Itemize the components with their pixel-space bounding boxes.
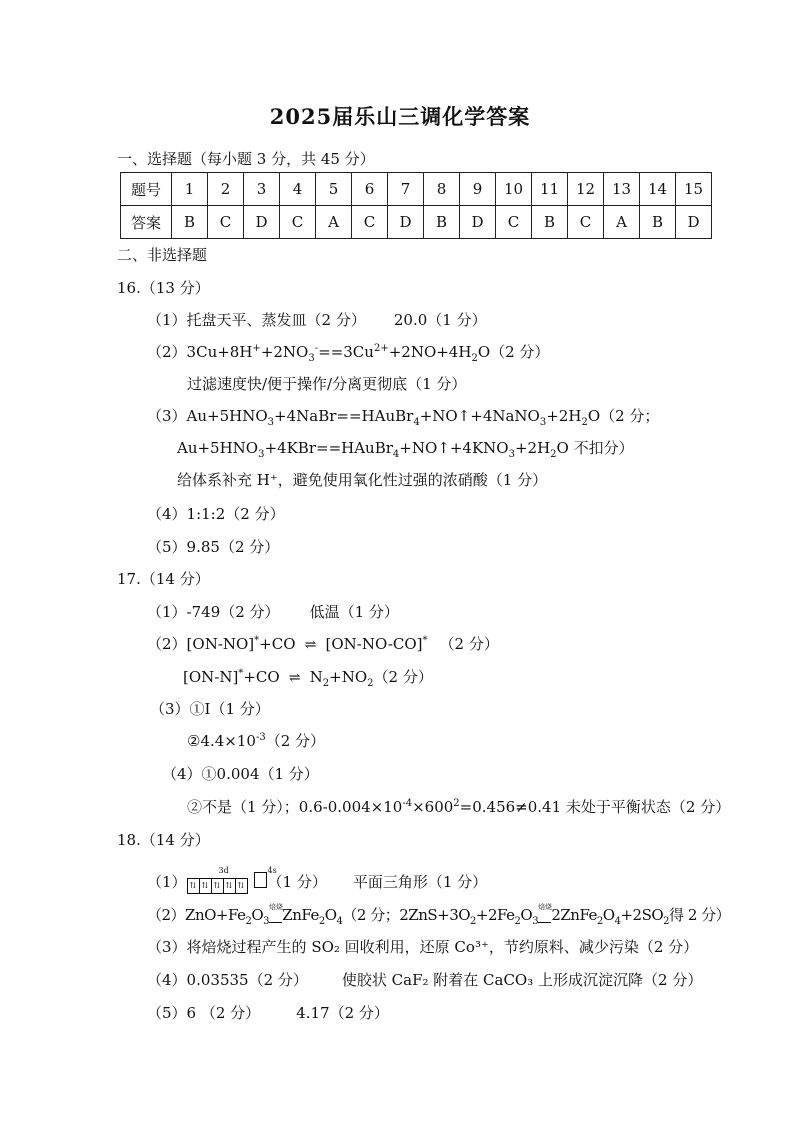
equation: $2ZnS+3O_2+2Fe_2O_3$ 焙烧 $2ZnFe_2O_4+2SO_2$ [399,903,670,927]
answer-cell: D [244,206,280,239]
question-number: 11 [532,173,568,206]
q17-part4b [187,796,730,818]
q18-part2-prefix: （2） [147,906,186,924]
answer-cell: A [604,206,640,239]
orbital-box-icon: ⇅ [187,878,200,894]
q17-part3b-score: （2 分） [265,732,326,750]
answer-cell: D [676,206,712,239]
question-number: 6 [352,173,388,206]
q17-part4b-mid: ×600 [412,798,454,816]
orbital-box-icon: ⇅ [199,878,212,894]
q18-part5-value: 4.17（2 分） [296,1004,389,1022]
orbital-label-3d: 3d [218,866,229,875]
q18-part2-tail: 得 2 分） [669,906,731,924]
q18-part4-text: （4）0.03535（2 分） [147,971,308,989]
q18-part1-prefix: （1） [147,873,187,891]
q18-part4-reason: 使胶状 CaF₂ 附着在 CaCO₃ 上形成沉淀沉降（2 分） [341,971,703,989]
question-number: 15 [676,173,712,206]
question-number: 4 [280,173,316,206]
q16-part3-note: 不扣分） [573,439,634,457]
equation: $3Cu+8H^++2NO_3^-==3Cu^{2+}+2NO+4H_2O$ [186,343,491,364]
q16-part3-score: （2 分； [600,407,660,425]
row-label-answers: 答案 [121,206,172,239]
equation: [ON-NO]*+CO ⇌ [ON-NO-CO]* [187,635,428,653]
orbital-label-4s: 4s [267,866,277,875]
section-2-heading: 二、非选择题 [117,246,208,264]
equilibrium-arrow-icon: ⇌ [288,670,301,686]
q18-part5-text: （5）6 （2 分） [147,1004,261,1022]
q16-part4: （4）1:1:2（2 分） [147,505,285,523]
q17-heading: 17.（14 分） [117,570,210,588]
q16-part1 [147,309,487,331]
electron-orbital-diagram [187,866,277,894]
question-number: 5 [316,173,352,206]
page-title: 2025届乐山三调化学答案 [269,104,531,129]
question-number: 3 [244,173,280,206]
reaction-condition: 焙烧 [538,905,551,927]
q16-part2-score: （2 分） [490,343,550,361]
q17-part2-prefix: （2） [147,635,187,653]
q16-part3-alt-equation [177,437,634,459]
equation: [ON-N]*+CO ⇌ $N_2+NO_2$ [183,668,374,689]
reaction-condition: 焙烧 [269,905,282,927]
q17-part2-step1 [147,633,499,656]
row-label-numbers: 题号 [121,173,172,206]
question-number: 8 [424,173,460,206]
q17-part1 [147,601,399,623]
answer-cell: B [640,206,676,239]
orbital-box-icon: ⇅ [211,878,224,894]
question-number: 7 [388,173,424,206]
answer-cell: A [316,206,352,239]
question-number: 14 [640,173,676,206]
q18-part4 [147,969,702,991]
q18-part1 [147,866,488,894]
q17-part3a: （3）①Ⅰ（1 分） [150,700,270,718]
question-number: 13 [604,173,640,206]
question-number: 2 [208,173,244,206]
q17-part1-temp: 低温（1 分） [309,603,399,621]
q16-part3-prefix: （3） [147,407,187,425]
answer-cell: D [460,206,496,239]
question-number: 9 [460,173,496,206]
exponent: -4 [402,798,413,809]
q18-part5 [147,1002,389,1024]
q17-part1-text: （1）-749（2 分） [147,603,280,621]
q16-part1-text: （1）托盘天平、蒸发皿（2 分） [147,311,366,329]
answer-table [120,172,712,239]
answer-cell: B [424,206,460,239]
q17-part4a: （4）①0.004（1 分） [162,765,319,783]
answer-cell: B [172,206,208,239]
table-row-answers [121,206,712,239]
question-number: 12 [568,173,604,206]
answer-cell: C [280,206,316,239]
equation: $ZnO+Fe_2O_3$ 焙烧 $ZnFe_2O_4$ [185,903,343,927]
q17-part3b [187,730,325,752]
q18-heading: 18.（14 分） [117,831,210,849]
orbital-box-icon: ⇅ [235,878,248,894]
q18-part3: （3）将焙烧过程产生的 SO₂ 回收利用，还原 Co³⁺，节约原料、减少污染（2 分） [147,938,699,956]
q17-part2b-score: （2 分） [373,668,433,686]
equation: $Au+5HNO_3+4NaBr==HAuBr_4+NO↑+4NaNO_3+2H_2O$ [186,407,601,428]
answer-cell: B [532,206,568,239]
answer-cell: D [388,206,424,239]
answer-cell: C [352,206,388,239]
q17-part2-step2 [183,666,433,689]
q16-part5: （5）9.85（2 分） [147,538,280,556]
q16-heading: 16.（13 分） [117,279,210,297]
q18-part2-score: （2 分； [342,906,400,924]
exponent: 2 [453,798,460,809]
q16-part3-equation [147,405,659,427]
exponent: -3 [255,732,266,743]
equilibrium-arrow-icon: ⇌ [304,637,317,653]
answer-cell: C [496,206,532,239]
q18-part1-score: （1 分） [267,873,327,891]
q16-part3-explanation: 给体系补充 H⁺，避免使用氧化性过强的浓硝酸（1 分） [177,471,548,489]
q17-part4b-text: ②不是（1 分）；0.6-0.004×10 [187,798,403,816]
q16-part2-reason: 过滤速度快/便于操作/分离更彻底（1 分） [187,375,467,393]
question-number: 1 [172,173,208,206]
question-number: 10 [496,173,532,206]
q17-part4b-tail: =0.456≠0.41 未处于平衡状态（2 分） [459,798,731,816]
answer-cell: C [208,206,244,239]
section-1-heading: 一、选择题（每小题 3 分，共 45 分） [117,150,375,168]
q18-part1-shape: 平面三角形（1 分） [352,873,488,891]
orbital-box-icon [254,872,267,888]
orbital-box-icon: ⇅ [223,878,236,894]
equation: $Au+5HNO_3+4KBr==HAuBr_4+NO↑+4KNO_3+2H_2O$ [177,439,574,460]
q16-part2-prefix: （2） [147,343,187,361]
table-row-numbers [121,173,712,206]
q18-part2 [147,904,730,927]
q16-part2-equation [147,341,549,363]
answer-cell: C [568,206,604,239]
q17-part3b-value: ②4.4×10 [187,732,256,750]
q17-part2-score: （2 分） [439,635,499,653]
q16-part1-mass: 20.0（1 分） [393,311,487,329]
